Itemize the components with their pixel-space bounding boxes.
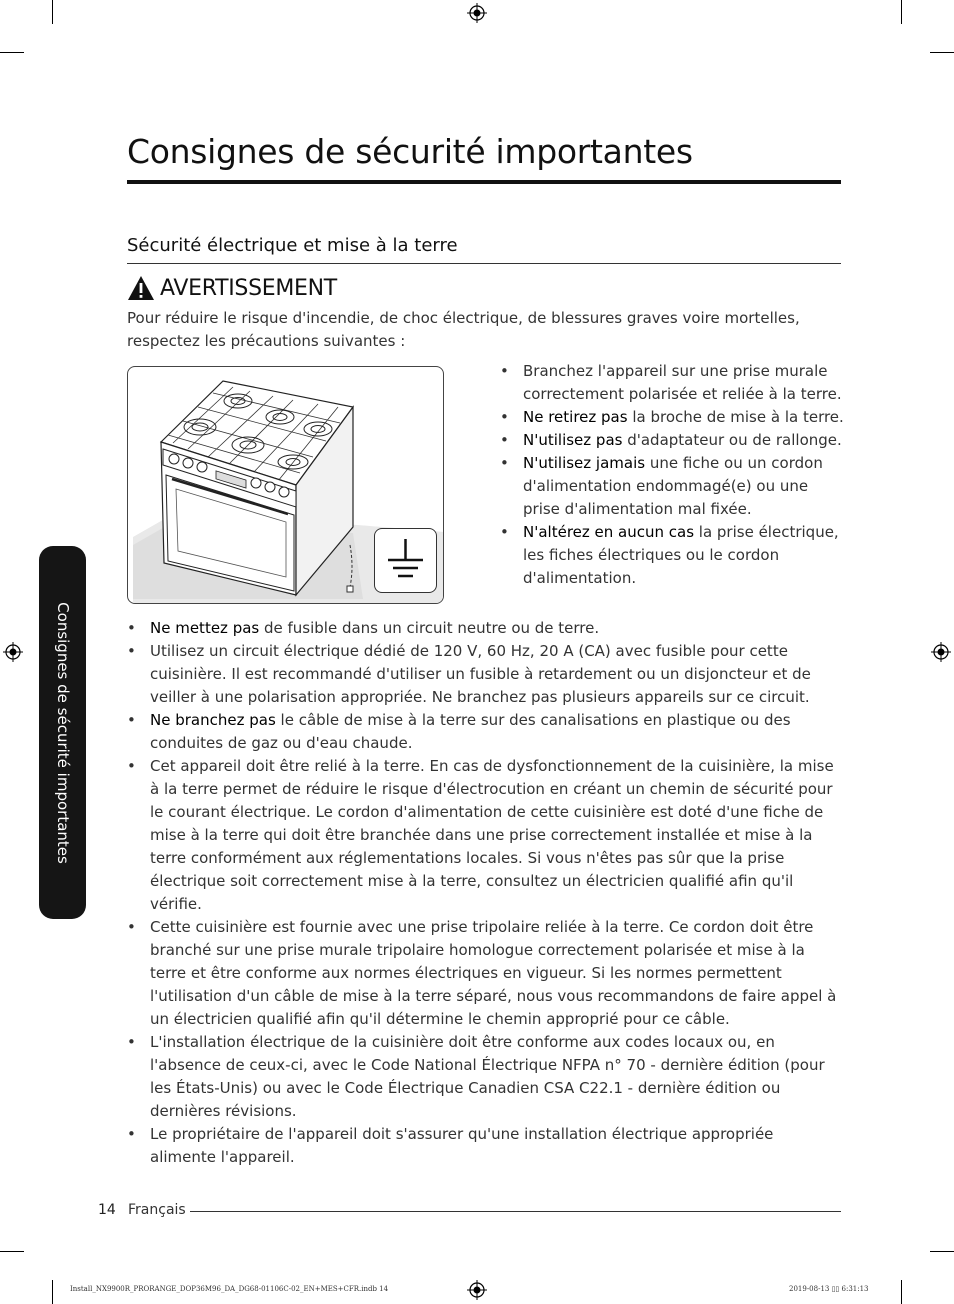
section-title: Sécurité électrique et mise à la terre — [127, 235, 458, 256]
page-title: Consignes de sécurité importantes — [127, 132, 693, 171]
list-item: • Cette cuisinière est fournie avec une prise tripolaire reliée à la terre. Ce cordon doit être branché sur une prise murale tripolaire homologue correctement polarisée et mise à la terre et être conforme aux normes électriques en vigueur. Si les normes permettent l'utilisation d'un câble de mise à la terre séparé, nous vous recommandons de faire appel à un électricien qualifié afin qu'il détermine le chemin approprié pour ce câble. — [127, 916, 843, 1031]
list-item: • Le propriétaire de l'appareil doit s'assurer qu'une installation électrique appropriée alimente l'appareil. — [127, 1123, 843, 1169]
crop-mark — [0, 52, 24, 53]
list-item: • Branchez l'appareil sur une prise murale correctement polarisée et reliée à la terre. — [500, 360, 845, 406]
ground-symbol-icon — [375, 529, 436, 592]
chapter-side-tab — [39, 546, 86, 919]
print-date: 2019-08-13 ▯▯ 6:31:13 — [789, 1285, 869, 1293]
crop-mark — [0, 1251, 24, 1252]
crop-mark — [930, 1251, 954, 1252]
chapter-side-tab-label: Consignes de sécurité importantes — [53, 601, 72, 864]
registration-mark-icon — [3, 642, 23, 662]
crop-mark — [52, 0, 53, 24]
range-grounding-illustration — [127, 366, 444, 604]
page-number: 14 — [98, 1202, 116, 1218]
crop-mark — [901, 0, 902, 24]
list-item: • Ne branchez pas le câble de mise à la terre sur des canalisations en plastique ou des conduites de gaz ou d'eau chaude. — [127, 709, 843, 755]
list-item: • Cet appareil doit être relié à la terre. En cas de dysfonctionnement de la cuisinière, la mise à la terre permet de réduire le risque d'électrocution en créant un chemin de sécurité pour le courant électrique. Le cordon d'alimentation de cette cuisinière est doté d'une fiche de mise à la terre qui doit être branchée dans une prise correctement installée et mise à la terre conformément aux réglementations locales. Si vous n'êtes pas sûr que la prise électrique soit correctement mise à la terre, consultez un électricien qualifié afin qu'il vérifie. — [127, 755, 843, 916]
list-item: • L'installation électrique de la cuisinière doit être conforme aux codes locaux ou, en l'absence de ceux-ci, avec le Code National Électrique NFPA n° 70 - dernière édition (pour les États-Unis) ou avec le Code Électrique Canadien CSA C22.1 - dernière édition ou dernières révisions. — [127, 1031, 843, 1123]
footer-divider — [190, 1211, 841, 1212]
crop-mark — [930, 52, 954, 53]
list-item: • N'utilisez jamais une fiche ou un cordon d'alimentation endommagé(e) ou une prise d'alimentation mal fixée. — [500, 452, 845, 521]
page-language: Français — [128, 1202, 186, 1218]
crop-mark — [901, 1280, 902, 1304]
main-bullet-list — [127, 617, 843, 1169]
warning-heading — [127, 274, 337, 302]
warning-label: AVERTISSEMENT — [160, 275, 337, 301]
intro-paragraph: Pour réduire le risque d'incendie, de choc électrique, de blessures graves voire mortelles, respectez les précautions suivantes : — [127, 309, 800, 350]
list-item: • Ne retirez pas la broche de mise à la terre. — [500, 406, 845, 429]
print-file-name: Install_NX9900R_PRORANGE_DOP36M96_DA_DG68-01106C-02_EN+MES+CFR.indb 14 — [70, 1285, 389, 1293]
right-bullet-list — [500, 360, 845, 590]
ground-symbol-box — [374, 528, 437, 593]
title-divider — [127, 180, 841, 184]
list-item: • Ne mettez pas de fusible dans un circuit neutre ou de terre. — [127, 617, 843, 640]
list-item: • N'altérez en aucun cas la prise électrique, les fiches électriques ou le cordon d'alimentation. — [500, 521, 845, 590]
registration-mark-icon — [467, 1280, 487, 1300]
section-divider — [127, 263, 841, 264]
registration-mark-icon — [931, 642, 951, 662]
list-item: • N'utilisez pas d'adaptateur ou de rallonge. — [500, 429, 845, 452]
warning-triangle-icon — [127, 275, 155, 301]
list-item: • Utilisez un circuit électrique dédié de 120 V, 60 Hz, 20 A (CA) avec fusible pour cette cuisinière. Il est recommandé d'utiliser un fusible à retardement ou un disjoncteur et de veiller à une polarisation appropriée. Ne branchez pas plusieurs appareils sur ce circuit. — [127, 640, 843, 709]
registration-mark-icon — [467, 3, 487, 23]
crop-mark — [52, 1280, 53, 1304]
